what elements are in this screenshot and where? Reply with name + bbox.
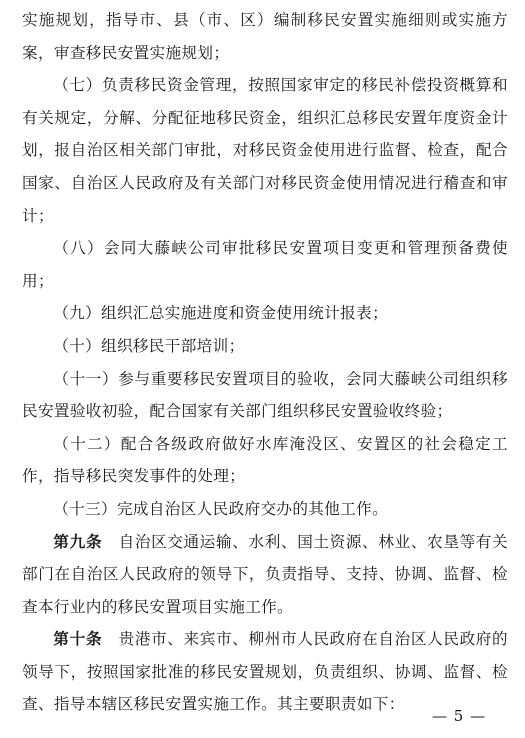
paragraph-text: （八）会同大藤峡公司审批移民安置项目变更和管理预备费使用；	[22, 239, 508, 290]
paragraph-text: （七）负责移民资金管理，按照国家审定的移民补偿投资概算和有关规定，分解、分配征地移民资金，组织汇总移民安置年度资金计划，报自治区相关部门审批，对移民资金使用进行监督、检查，配合国家、自治区人民政府及有关部门对移民资金使用情况进行稽查和审计；	[22, 76, 508, 225]
paragraph-text: 实施规划，指导市、县（市、区）编制移民安置实施细则或实施方案，审查移民安置实施规划；	[22, 11, 508, 62]
paragraph-item-8	[22, 232, 508, 297]
paragraph-item-12	[22, 428, 508, 493]
article-number: 第十条	[53, 630, 103, 649]
document-body	[22, 4, 508, 721]
paragraph-continued	[22, 4, 508, 69]
article-9	[22, 526, 508, 624]
paragraph-item-7	[22, 69, 508, 232]
paragraph-text: 贵港市、来宾市、柳州市人民政府在自治区人民政府的领导下，按照国家批准的移民安置规划，负责组织、协调、监督、检查、指导本辖区移民安置实施工作。其主要职责如下：	[22, 630, 508, 714]
paragraph-item-10	[22, 330, 508, 363]
paragraph-item-11	[22, 363, 508, 428]
paragraph-text: （十三）完成自治区人民政府交办的其他工作。	[53, 499, 389, 518]
paragraph-item-9	[22, 297, 508, 330]
paragraph-text: （九）组织汇总实施进度和资金使用统计报表；	[53, 304, 389, 323]
paragraph-text: （十一）参与重要移民安置项目的验收，会同大藤峡公司组织移民安置验收初验，配合国家有关部门组织移民安置验收终验；	[22, 369, 508, 421]
article-number: 第九条	[53, 532, 103, 551]
paragraph-text: （十）组织移民干部培训；	[53, 336, 245, 355]
page-number: — 5 —	[432, 707, 487, 725]
paragraph-item-13	[22, 493, 508, 526]
paragraph-text: （十二）配合各级政府做好水库淹没区、安置区的社会稳定工作，指导移民突发事件的处理；	[22, 434, 508, 486]
paragraph-text: 自治区交通运输、水利、国土资源、林业、农垦等有关部门在自治区人民政府的领导下，负责指导、支持、协调、监督、检查本行业内的移民安置项目实施工作。	[22, 532, 508, 616]
